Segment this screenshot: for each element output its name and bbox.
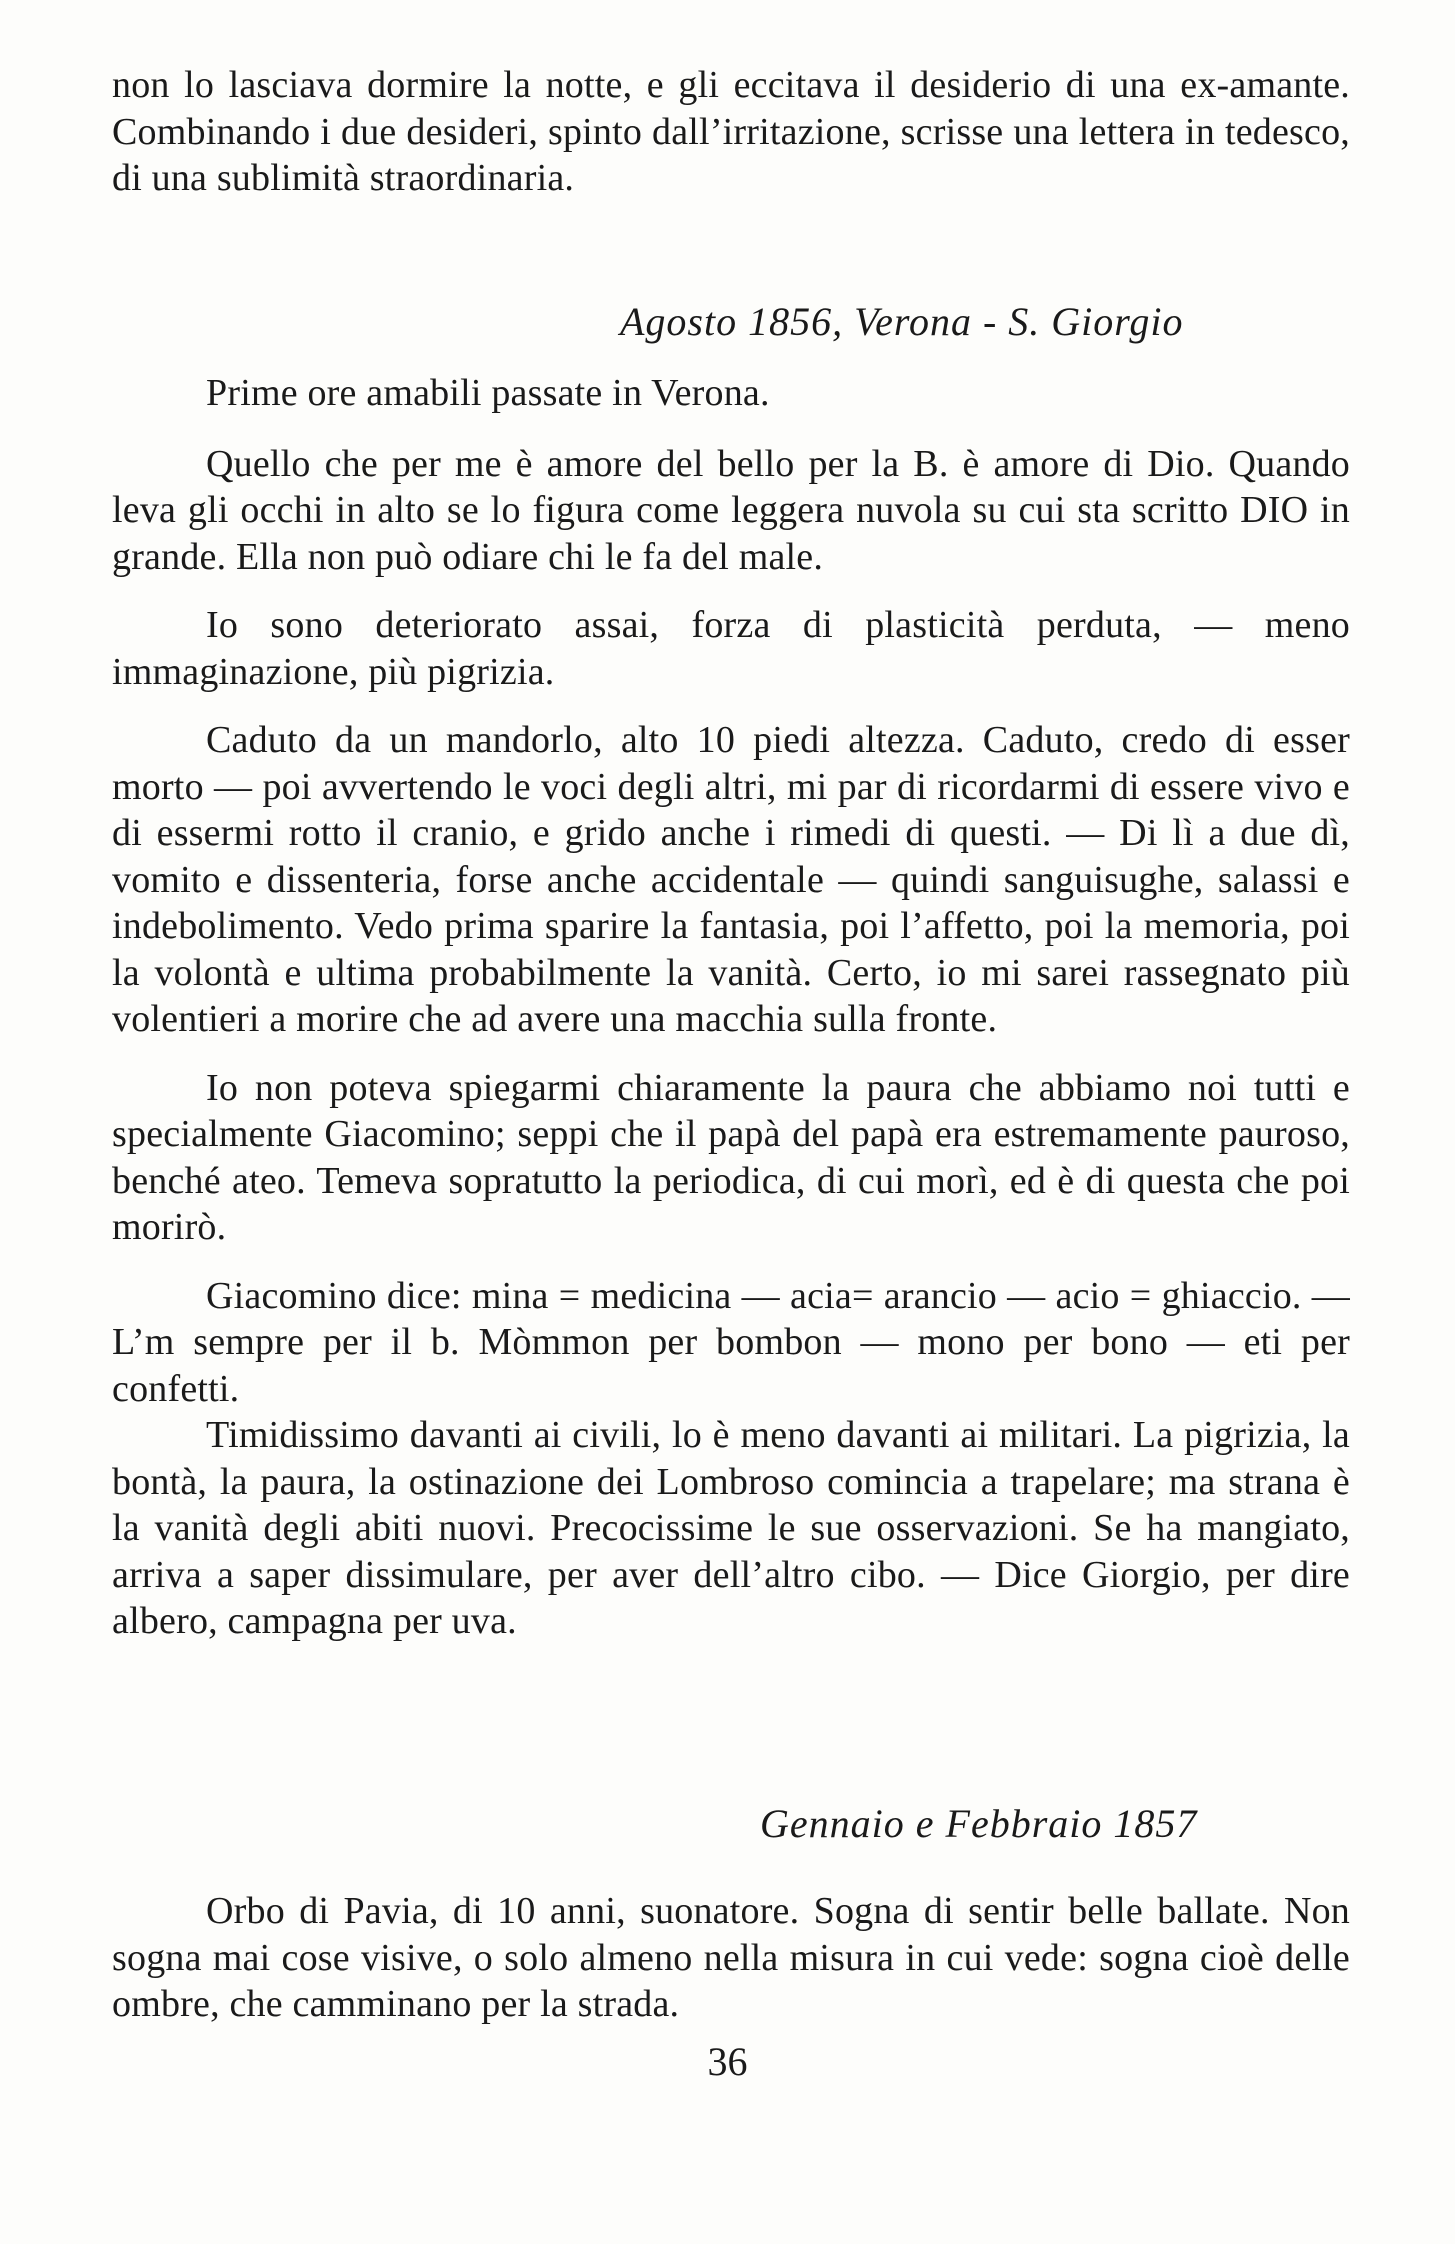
section1-body <box>112 370 1350 1645</box>
section-heading-gennaio-1857: Gennaio e Febbraio 1857 <box>760 1801 1198 1846</box>
paragraph-giacomino-dice: Giacomino dice: mina = medicina — acia= arancio — acio = ghiaccio. — L’m sempre per il b. Mòmmon per bombon — mono per bono — eti per confetti. <box>112 1274 1350 1410</box>
paragraph-prime-ore: Prime ore amabili passate in Verona. <box>206 372 770 414</box>
opening-paragraph: non lo lasciava dormire la notte, e gli eccitava il desiderio di una ex-amante. Combinando i due desideri, spinto dall’irritazione, scrisse una lettera in tedesco, di una sublimità straordinaria. <box>112 64 1350 199</box>
section-heading-agosto-1856: Agosto 1856, Verona - S. Giorgio <box>620 299 1184 344</box>
page-number: 36 <box>707 2039 748 2084</box>
paragraph-io-sono-deteriorato: Io sono deteriorato assai, forza di plasticità perduta, — meno immaginazione, più pigrizia. <box>112 604 1350 693</box>
paragraph-io-non-poteva: Io non poteva spiegarmi chiaramente la paura che abbiamo noi tutti e specialmente Giacomino; seppi che il papà del papà era estremamente pauroso, benché ateo. Temeva sopratutto la periodica, di cui morì, ed è di questa che poi morirò. <box>112 1066 1350 1248</box>
paragraph-timidissimo: Timidissimo davanti ai civili, lo è meno davanti ai militari. La pigrizia, la bontà, la paura, la ostinazione dei Lombroso comincia a trapelare; ma strana è la vanità degli abiti nuovi. Precocissime le sue osservazioni. Se ha mangiato, arriva a saper dissimulare, per aver dell’altro cibo. — Dice Giorgio, per dire albero, campagna per uva. <box>112 1414 1350 1642</box>
paragraph-orbo-di-pavia: Orbo di Pavia, di 10 anni, suonatore. Sogna di sentir belle ballate. Non sogna mai cose visive, o solo almeno nella misura in cui vede: sogna cioè delle ombre, che camminano per la strada. <box>112 1890 1350 2025</box>
section2-body <box>112 1888 1350 2028</box>
paragraph-caduto-mandorlo: Caduto da un mandorlo, alto 10 piedi altezza. Caduto, credo di esser morto — poi avvertendo le voci degli altri, mi par di ricordarmi di essere vivo e di essermi rotto il cranio, e grido anche i rimedi di questi. — Di lì a due dì, vomito e dissenteria, forse anche accidentale — quindi sanguisughe, salassi e indebolimento. Vedo prima sparire la fantasia, poi l’affetto, poi la memoria, poi la volontà e ultima probabilmente la vanità. Certo, io mi sarei rassegnato più volentieri a morire che ad avere una macchia sulla fronte. <box>112 719 1350 1040</box>
paragraph-quello-che: Quello che per me è amore del bello per la B. è amore di Dio. Quando leva gli occhi in alto se lo figura come leggera nuvola su cui sta scritto DIO in grande. Ella non può odiare chi le fa del male. <box>112 442 1350 578</box>
opening-paragraph-block <box>112 62 1350 202</box>
